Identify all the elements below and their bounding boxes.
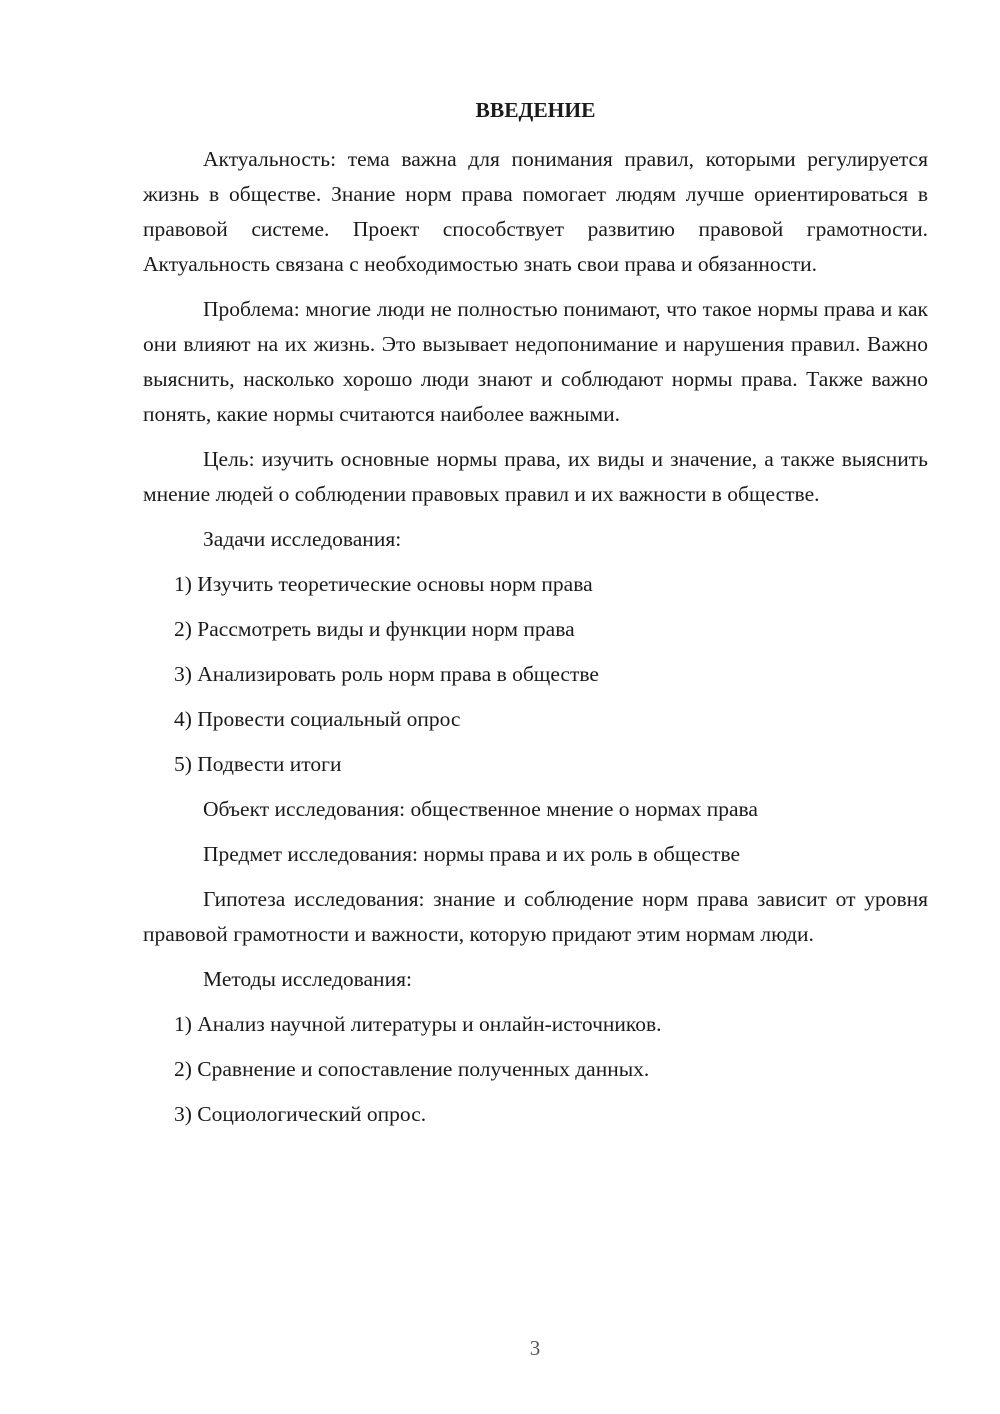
methods-heading: Методы исследования: <box>203 967 412 991</box>
list-item: 2) Сравнение и сопоставление полученных данных. <box>174 1057 650 1081</box>
list-item: 3) Анализировать роль норм права в обществе <box>174 662 599 686</box>
tasks-heading: Задачи исследования: <box>203 527 402 551</box>
problem-paragraph: Проблема: многие люди не полностью понимают, что такое нормы права и как они влияют на их жизнь. Это вызывает недопонимание и нарушения правил. Важно выяснить, насколько хорошо люди знают и соблюдают нормы права. Также важно понять, какие нормы считаются наиболее важными. <box>143 297 928 426</box>
relevance-paragraph: Актуальность: тема важна для понимания правил, которыми регулируется жизнь в обществе. Знание норм права помогает людям лучше ориентироваться в правовой системе. Проект способствует развитию правовой грамотности. Актуальность связана с необходимостью знать свои права и обязанности. <box>143 147 928 276</box>
list-item: 3) Социологический опрос. <box>174 1102 427 1126</box>
list-item: 1) Изучить теоретические основы норм права <box>174 572 593 596</box>
document-page <box>143 95 928 1142</box>
hypothesis-paragraph: Гипотеза исследования: знание и соблюдение норм права зависит от уровня правовой грамотности и важности, которую придают этим нормам люди. <box>143 887 928 946</box>
subject-paragraph: Предмет исследования: нормы права и их роль в обществе <box>203 842 741 866</box>
methods-list <box>143 1007 928 1132</box>
goal-paragraph: Цель: изучить основные нормы права, их виды и значение, а также выяснить мнение людей о соблюдении правовых правил и их важности в обществе. <box>143 447 928 506</box>
tasks-list <box>143 567 928 782</box>
list-item: 5) Подвести итоги <box>174 752 342 776</box>
section-title: ВВЕДЕНИЕ <box>475 98 596 122</box>
page-number: 3 <box>529 1336 541 1360</box>
list-item: 4) Провести социальный опрос <box>174 707 461 731</box>
list-item: 2) Рассмотреть виды и функции норм права <box>174 617 575 641</box>
object-paragraph: Объект исследования: общественное мнение о нормах права <box>203 797 758 821</box>
list-item: 1) Анализ научной литературы и онлайн-источников. <box>174 1012 662 1036</box>
